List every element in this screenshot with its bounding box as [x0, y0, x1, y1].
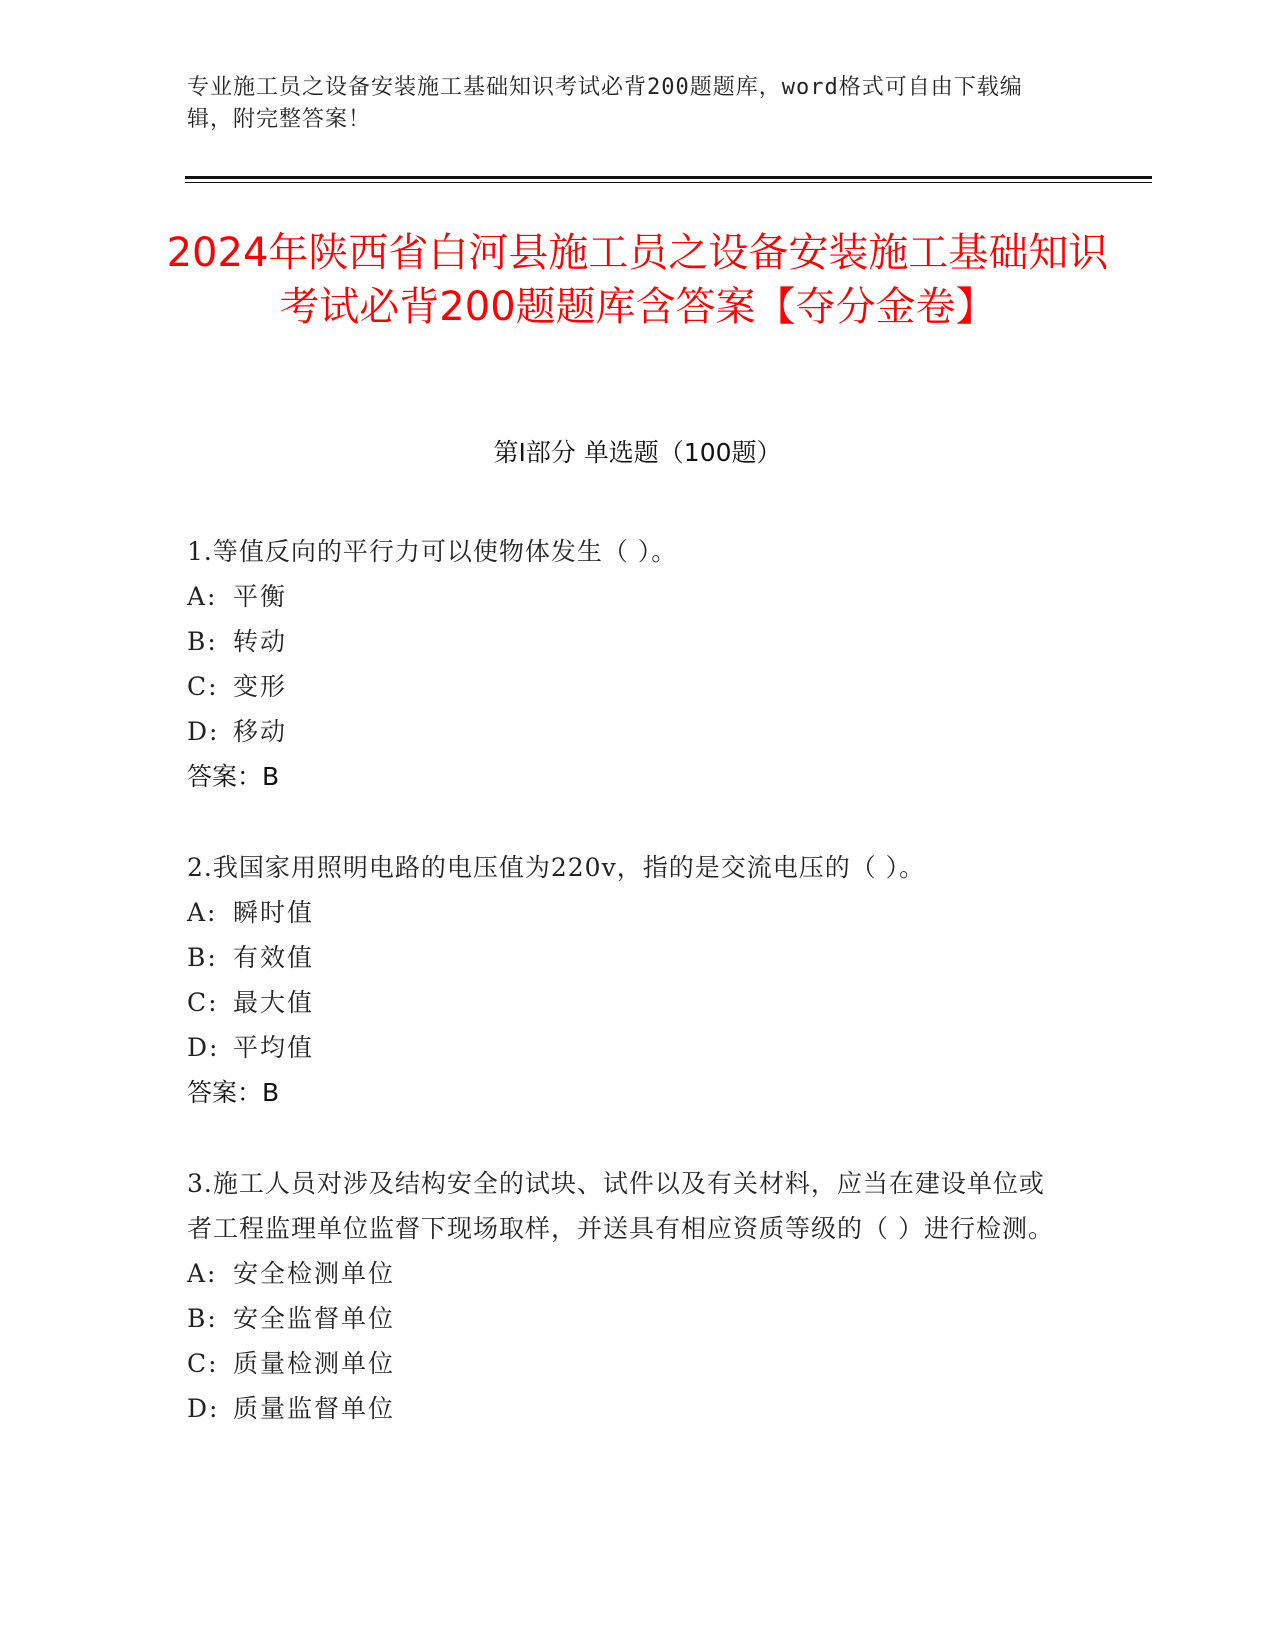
option-value: 移动: [233, 717, 288, 746]
option-value: 转动: [233, 627, 288, 656]
option-c: [187, 664, 1067, 709]
option-key: B:: [187, 943, 218, 972]
option-key: A:: [187, 1259, 218, 1288]
option-key: C:: [187, 1349, 219, 1378]
question-text: 1.等值反向的平行力可以使物体发生（ ）。: [187, 537, 678, 566]
option-key: B:: [187, 1304, 218, 1333]
question-text: 3.施工人员对涉及结构安全的试块、试件以及有关材料，应当在建设单位或者工程监理单位监督下现场取样，并送具有相应资质等级的（ ）进行检测。: [187, 1169, 1054, 1243]
option-b: [187, 1296, 1067, 1341]
option-d: [187, 709, 1067, 754]
section-heading: 第I部分 单选题（100题）: [493, 438, 782, 467]
option-c: [187, 980, 1067, 1025]
option-key: A:: [187, 898, 218, 927]
option-d: [187, 1386, 1067, 1431]
option-value: 瞬时值: [233, 898, 315, 927]
option-b: [187, 935, 1067, 980]
question-text: 2.我国家用照明电路的电压值为220v，指的是交流电压的（ ）。: [187, 853, 926, 882]
option-key: A:: [187, 582, 218, 611]
option-c: [187, 1341, 1067, 1386]
option-key: B:: [187, 627, 218, 656]
option-b: [187, 619, 1067, 664]
answer-text: 答案：B: [187, 762, 280, 791]
answer-text: 答案：B: [187, 1078, 280, 1107]
header-rule-thin: [185, 182, 1152, 183]
option-key: C:: [187, 672, 219, 701]
option-key: D:: [187, 717, 220, 746]
question-item: [187, 529, 1067, 799]
option-value: 最大值: [233, 988, 315, 1017]
question-list: [187, 529, 1067, 1477]
option-a: [187, 574, 1067, 619]
question-item: [187, 845, 1067, 1115]
header-note: 专业施工员之设备安装施工基础知识考试必背200题题库，word格式可自由下载编辑，附完整答案！: [187, 75, 1023, 132]
option-d: [187, 1025, 1067, 1070]
option-value: 变形: [233, 672, 288, 701]
option-a: [187, 890, 1067, 935]
option-key: C:: [187, 988, 219, 1017]
question-item: [187, 1161, 1067, 1431]
option-a: [187, 1251, 1067, 1296]
document-title: 2024年陕西省白河县施工员之设备安装施工基础知识考试必背200题题库含答案【夺分金卷】: [166, 230, 1109, 330]
option-value: 平衡: [233, 582, 288, 611]
option-value: 有效值: [233, 943, 315, 972]
header-rule-thick: [185, 176, 1152, 179]
option-value: 质量监督单位: [233, 1394, 396, 1423]
option-key: D:: [187, 1394, 220, 1423]
option-value: 安全监督单位: [233, 1304, 396, 1333]
option-key: D:: [187, 1033, 220, 1062]
option-value: 平均值: [233, 1033, 315, 1062]
option-value: 质量检测单位: [233, 1349, 396, 1378]
option-value: 安全检测单位: [233, 1259, 396, 1288]
